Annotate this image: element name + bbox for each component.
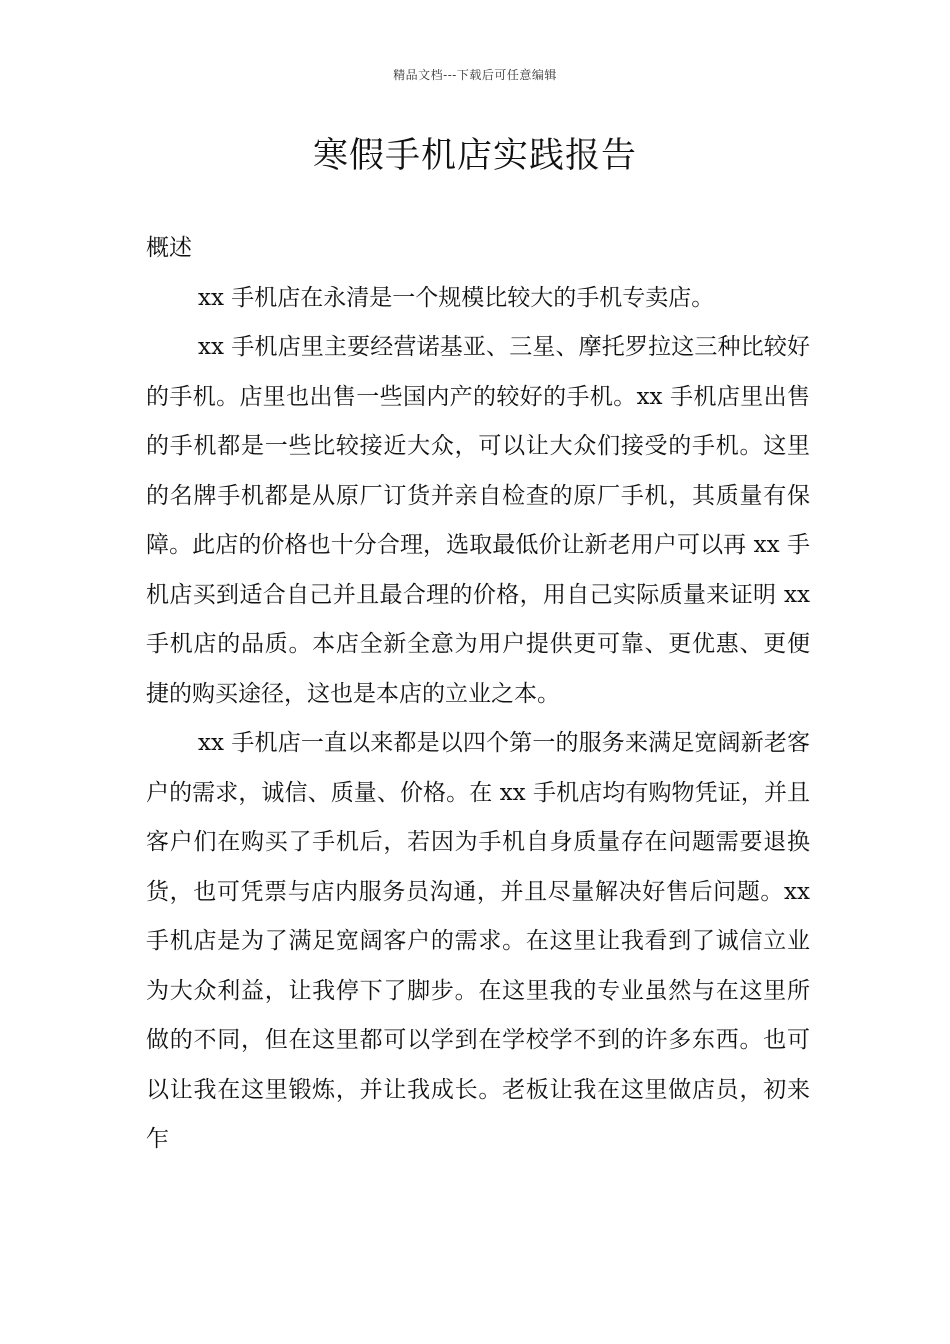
paragraph: xx 手机店在永清是一个规模比较大的手机专卖店。 — [198, 284, 715, 311]
document-title: 寒假手机店实践报告 — [312, 136, 637, 176]
section-heading: 概述 — [146, 235, 192, 261]
header-note: 精品文档---下载后可任意编辑 — [393, 68, 557, 82]
document-body — [146, 224, 810, 1165]
paragraph: xx 手机店一直以来都是以四个第一的服务来满足宽阔新老客户的需求，诚信、质量、价格。在 xx 手机店均有购物凭证，并且客户们在购买了手机后，若因为手机自身质量存在问题需要退换货，也可凭票与店内服务员沟通，并且尽量解决好售后问题。xx 手机店是为了满足宽阔客户的需求。在这里让我看到了诚信立业为大众利益，让我停下了脚步。在这里我的专业虽然与在这里所做的不同，但在这里都可以学到在学校学不到的许多东西。也可以让我在这里锻炼，并让我成长。老板让我在这里做店员，初来乍 — [146, 730, 810, 1152]
paragraph: xx 手机店里主要经营诺基亚、三星、摩托罗拉这三种比较好的手机。店里也出售一些国内产的较好的手机。xx 手机店里出售的手机都是一些比较接近大众，可以让大众们接受的手机。这里的名牌手机都是从原厂订货并亲自检查的原厂手机，其质量有保障。此店的价格也十分合理，选取最低价让新老用户可以再 xx 手机店买到适合自己并且最合理的价格，用自己实际质量来证明 xx 手机店的品质。本店全新全意为用户提供更可靠、更优惠、更便捷的购买途径，这也是本店的立业之本。 — [146, 334, 810, 707]
